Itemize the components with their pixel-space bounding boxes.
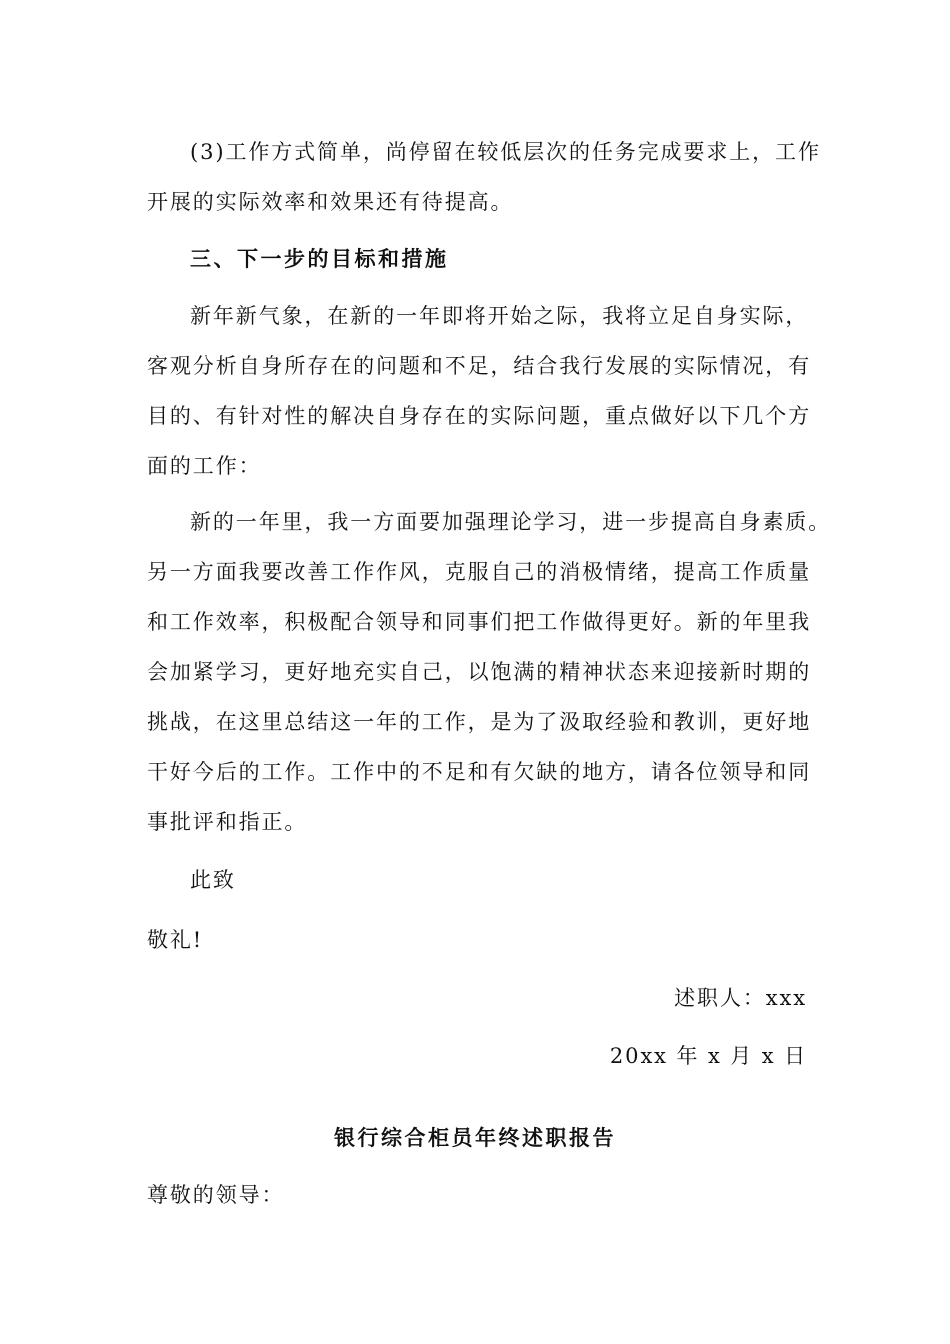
section-heading: 三、下一步的目标和措施 xyxy=(190,246,449,271)
paragraph-plan-line-2: 另一方面我要改善工作作风，克服自己的消极情绪，提高工作质量 xyxy=(147,560,812,584)
closing-salute: 敬礼! xyxy=(147,928,204,952)
paragraph-plan-line-6: 干好今后的工作。工作中的不足和有欠缺的地方，请各位领导和同 xyxy=(147,760,812,784)
salutation: 尊敬的领导： xyxy=(147,1183,285,1207)
date: 20xx 年 x 月 x 日 xyxy=(609,1044,807,1068)
paragraph-3-line-1: (3)工作方式简单，尚停留在较低层次的任务完成要求上，工作 xyxy=(190,140,821,164)
closing-phrase: 此致 xyxy=(190,868,236,892)
paragraph-goals-line-2: 客观分析自身所存在的问题和不足，结合我行发展的实际情况，有 xyxy=(147,354,812,378)
paragraph-plan-line-7: 事批评和指正。 xyxy=(147,810,308,834)
paragraph-plan-line-5: 挑战，在这里总结这一年的工作，是为了汲取经验和教训，更好地 xyxy=(147,710,812,734)
paragraph-goals-line-4: 面的工作： xyxy=(147,454,262,478)
paragraph-goals-line-1: 新年新气象，在新的一年即将开始之际，我将立足自身实际， xyxy=(190,304,809,328)
paragraph-goals-line-3: 目的、有针对性的解决自身存在的实际问题，重点做好以下几个方 xyxy=(147,404,812,428)
paragraph-plan-line-4: 会加紧学习，更好地充实自己，以饱满的精神状态来迎接新时期的 xyxy=(147,660,812,684)
paragraph-3-line-2: 开展的实际效率和效果还有待提高。 xyxy=(147,190,514,214)
next-report-title: 银行综合柜员年终述职报告 xyxy=(334,1125,616,1150)
paragraph-plan-line-1: 新的一年里，我一方面要加强理论学习，进一步提高自身素质。 xyxy=(190,510,832,534)
paragraph-plan-line-3: 和工作效率，积极配合领导和同事们把工作做得更好。新的年里我 xyxy=(147,610,812,634)
signature: 述职人：xxx xyxy=(674,986,807,1010)
